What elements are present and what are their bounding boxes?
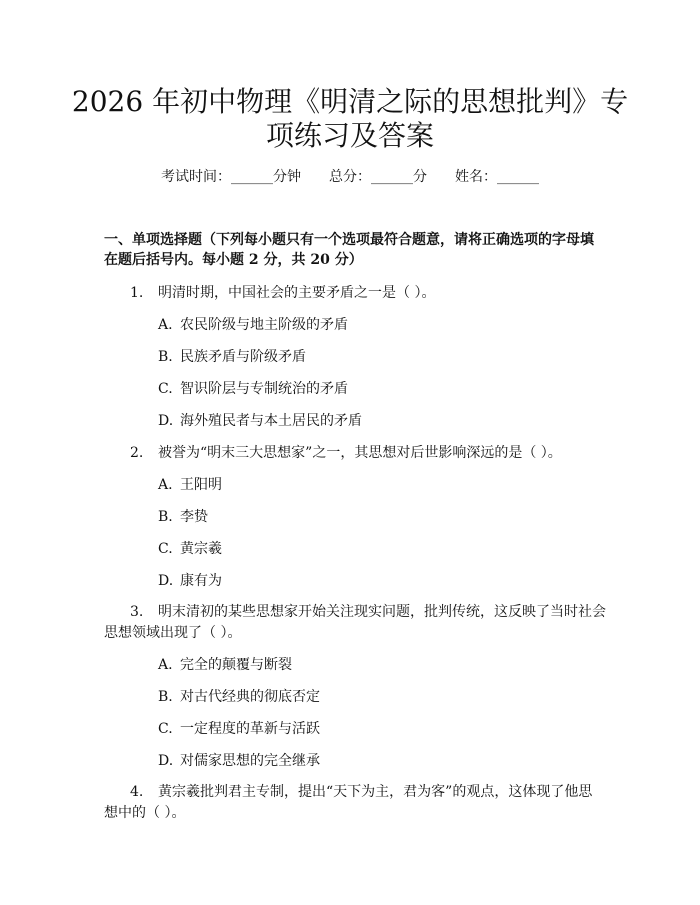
question-3-option-d <box>158 750 320 772</box>
question-text: 黄宗羲批判君主专制，提出“天下为主，君为客”的观点，这体现了他思 <box>158 784 593 800</box>
option-letter: B. <box>158 509 173 525</box>
option-letter: D. <box>158 573 174 589</box>
question-3-continuation: 思想领域出现了（ ）。 <box>104 625 242 641</box>
question-3-option-a <box>158 654 292 676</box>
option-text: 农民阶级与地主阶级的矛盾 <box>180 317 348 333</box>
option-text: 李贽 <box>180 509 208 525</box>
option-letter: C. <box>158 721 173 737</box>
exam-time-field: 考试时间：______分钟 <box>161 169 301 185</box>
question-number: 1. <box>130 285 144 301</box>
option-letter: A. <box>158 657 173 673</box>
option-letter: A. <box>158 317 173 333</box>
question-3 <box>130 601 606 623</box>
question-1-option-c <box>158 378 348 400</box>
option-letter: A. <box>158 477 173 493</box>
document-title-line-1: 2026 年初中物理《明清之际的思想批判》专 <box>71 85 629 118</box>
question-3-option-b <box>158 686 320 708</box>
question-4 <box>130 781 592 803</box>
option-text: 对古代经典的彻底否定 <box>180 689 320 705</box>
total-score-field: 总分：______分 <box>329 169 427 185</box>
option-text: 一定程度的革新与活跃 <box>180 721 320 737</box>
section-heading-line-1: 一、单项选择题（下列每小题只有一个选项最符合题意，请将正确选项的字母填 <box>104 232 594 248</box>
option-letter: C. <box>158 381 173 397</box>
question-3-option-c <box>158 718 320 740</box>
question-1 <box>130 282 435 304</box>
question-2-option-d <box>158 570 222 592</box>
question-4-continuation: 想中的（ ）。 <box>104 805 186 821</box>
option-letter: B. <box>158 689 173 705</box>
option-text: 对儒家思想的完全继承 <box>180 753 320 769</box>
section-heading-line-2: 在题后括号内。每小题 2 分，共 20 分） <box>104 252 363 268</box>
option-text: 完全的颠覆与断裂 <box>180 657 292 673</box>
question-2-option-a <box>158 474 222 496</box>
question-number: 4. <box>130 784 144 800</box>
question-2-option-b <box>158 506 208 528</box>
question-number: 2. <box>130 445 144 461</box>
option-text: 海外殖民者与本土居民的矛盾 <box>180 413 362 429</box>
exam-meta <box>0 166 700 188</box>
question-text: 被誉为“明末三大思想家”之一，其思想对后世影响深远的是（ ）。 <box>158 445 562 461</box>
document-title-line-2: 项练习及答案 <box>265 119 434 152</box>
option-letter: B. <box>158 349 173 365</box>
option-text: 民族矛盾与阶级矛盾 <box>180 349 306 365</box>
question-1-option-a <box>158 314 348 336</box>
option-text: 康有为 <box>180 573 222 589</box>
question-number: 3. <box>130 604 144 620</box>
question-text: 明末清初的某些思想家开始关注现实问题，批判传统，这反映了当时社会 <box>158 604 606 620</box>
option-text: 黄宗羲 <box>180 541 222 557</box>
option-letter: C. <box>158 541 173 557</box>
question-1-option-b <box>158 346 306 368</box>
option-letter: D. <box>158 413 174 429</box>
question-2 <box>130 442 562 464</box>
option-text: 智识阶层与专制统治的矛盾 <box>180 381 348 397</box>
option-letter: D. <box>158 753 174 769</box>
question-1-option-d <box>158 410 362 432</box>
student-name-field: 姓名：______ <box>455 169 539 185</box>
option-text: 王阳明 <box>180 477 222 493</box>
question-text: 明清时期，中国社会的主要矛盾之一是（ ）。 <box>158 285 436 301</box>
question-2-option-c <box>158 538 222 560</box>
